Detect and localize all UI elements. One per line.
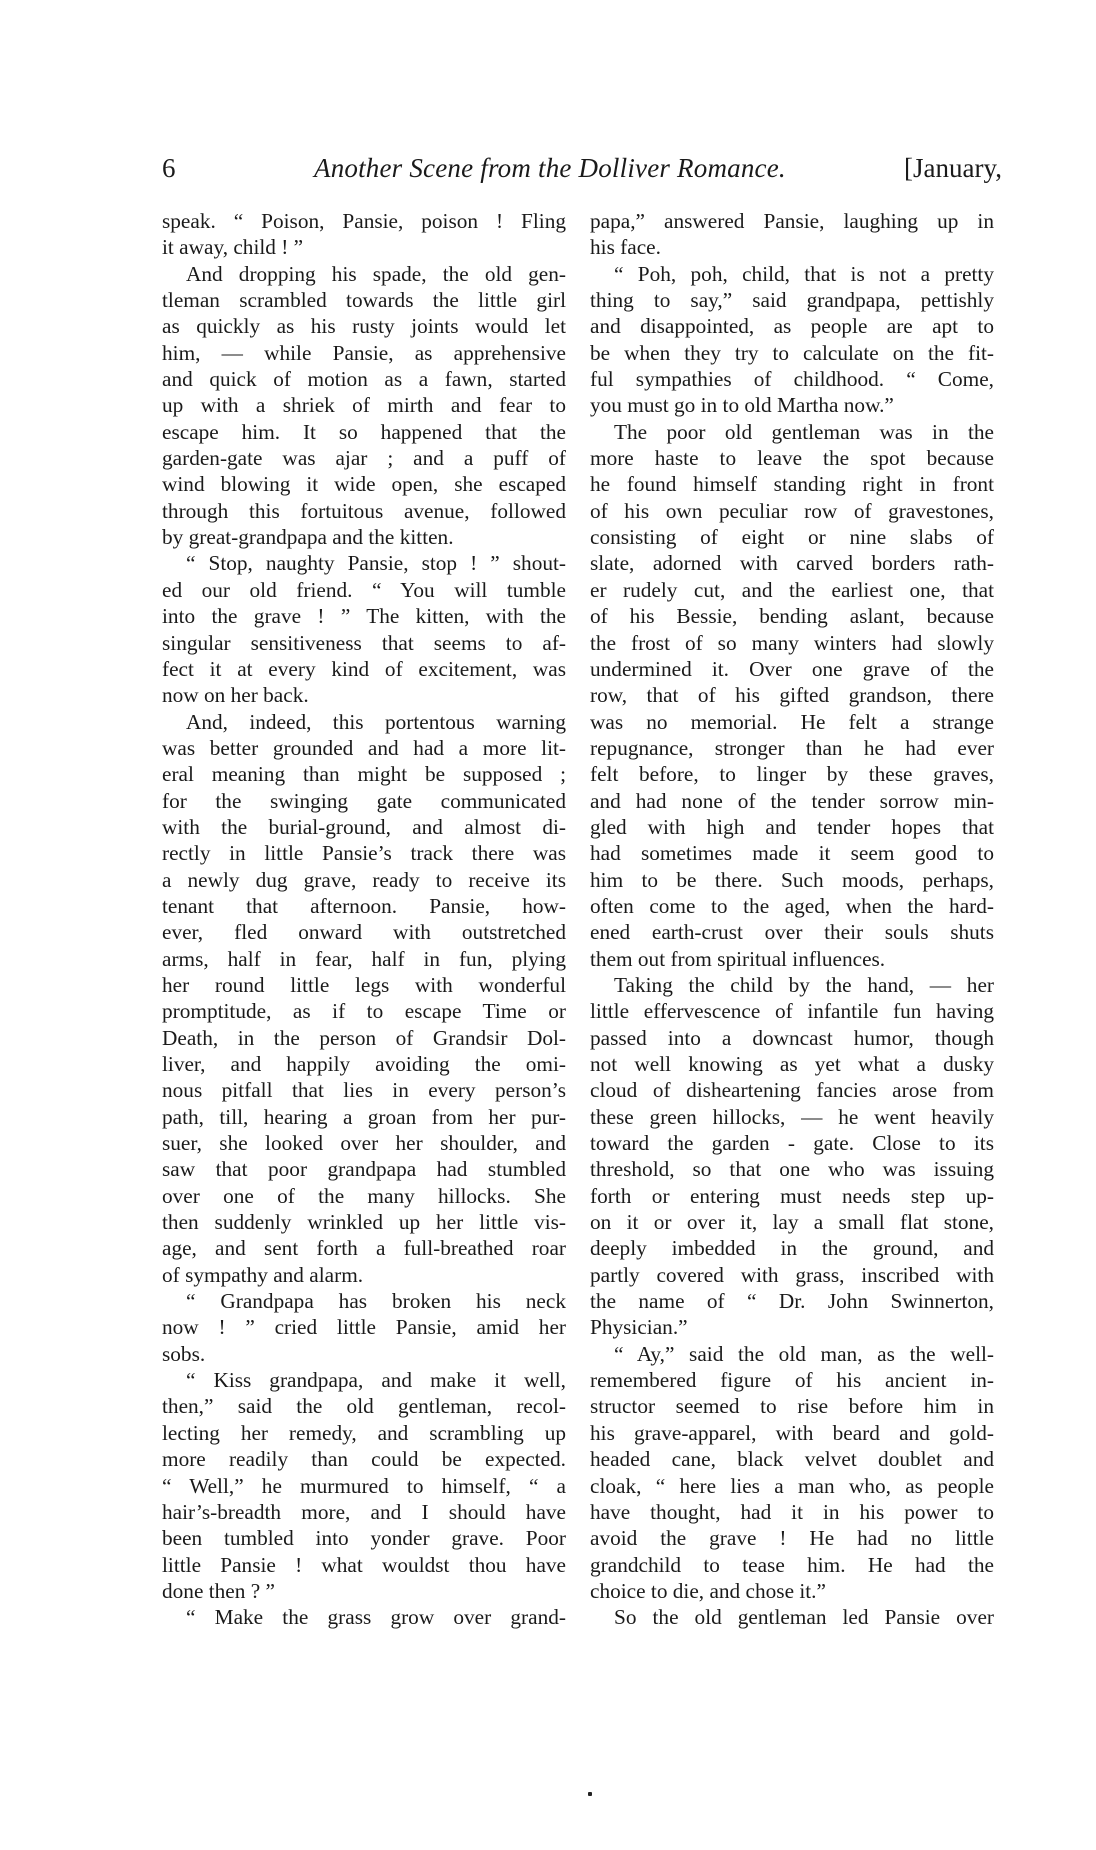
text-line: Taking the child by the hand, — her	[614, 972, 994, 997]
text-line: path, till, hearing a groan from her pur-	[162, 1104, 566, 1129]
text-line: rectly in little Pansie’s track there was	[162, 841, 566, 866]
text-line: ened earth-crust over their souls shuts	[590, 920, 994, 945]
text-line: his face.	[590, 235, 661, 260]
text-line: often come to the aged, when the hard-	[590, 893, 994, 918]
text-line: age, and sent forth a full-breathed roar	[162, 1236, 566, 1261]
text-line: forth or entering must needs step up-	[590, 1183, 994, 1208]
text-line: over one of the many hillocks. She	[162, 1183, 566, 1208]
text-line: row, that of his gifted grandson, there	[590, 683, 994, 708]
text-line: of sympathy and alarm.	[162, 1262, 364, 1287]
text-line: the name of “ Dr. John Swinnerton,	[590, 1289, 994, 1314]
text-line: saw that poor grandpapa had stumbled	[162, 1157, 566, 1182]
print-speck	[588, 1792, 592, 1796]
text-line: “ Well,” he murmured to himself, “ a	[162, 1473, 566, 1498]
text-line: as quickly as his rusty joints would let	[162, 314, 566, 339]
text-line: little effervescence of infantile fun having	[590, 999, 994, 1024]
text-line: “ Stop, naughty Pansie, stop ! ” shout-	[186, 551, 566, 576]
text-line: Physician.”	[590, 1315, 688, 1340]
text-line: The poor old gentleman was in the	[614, 419, 994, 444]
text-line: avoid the grave ! He had no little	[590, 1526, 994, 1551]
running-title: Another Scene from the Dolliver Romance.	[314, 153, 786, 183]
text-line: now ! ” cried little Pansie, amid her	[162, 1315, 566, 1340]
text-line: was better grounded and had a more lit-	[162, 735, 566, 760]
text-line: ful sympathies of childhood. “ Come,	[590, 367, 994, 392]
text-line: with the burial-ground, and almost di-	[162, 814, 566, 839]
text-line: tenant that afternoon. Pansie, how-	[162, 893, 566, 918]
text-line: nous pitfall that lies in every person’s	[162, 1078, 566, 1103]
text-line: these green hillocks, — he went heavily	[590, 1104, 994, 1129]
text-line: then,” said the old gentleman, recol-	[162, 1394, 566, 1419]
text-line: felt before, to linger by these graves,	[590, 762, 994, 787]
text-line: singular sensitiveness that seems to af-	[162, 630, 566, 655]
text-line: lecting her remedy, and scrambling up	[162, 1420, 566, 1445]
text-line: now on her back.	[162, 683, 309, 708]
text-line: hair’s-breadth more, and I should have	[162, 1499, 566, 1524]
text-line: have thought, had it in his power to	[590, 1499, 994, 1524]
text-line: and disappointed, as people are apt to	[590, 314, 994, 339]
text-line: ever, fled onward with outstretched	[162, 920, 566, 945]
text-line: And dropping his spade, the old gen-	[186, 261, 566, 286]
right-text-column	[590, 208, 994, 1631]
text-line: threshold, so that one who was issuing	[590, 1157, 994, 1182]
text-line: ed our old friend. “ You will tumble	[162, 577, 566, 602]
text-line: of his own peculiar row of gravestones,	[590, 498, 994, 523]
text-line: garden-gate was ajar ; and a puff of	[162, 446, 566, 471]
text-line: grandchild to tease him. He had the	[590, 1552, 994, 1577]
text-line: “ Poh, poh, child, that is not a pretty	[614, 261, 994, 286]
text-line: liver, and happily avoiding the omi-	[162, 1052, 566, 1076]
text-line: sobs.	[162, 1341, 206, 1366]
text-line: remembered figure of his ancient in-	[590, 1368, 994, 1393]
text-line: by great-grandpapa and the kitten.	[162, 525, 454, 550]
text-line: slate, adorned with carved borders rath-	[590, 551, 994, 576]
text-line: deeply imbedded in the ground, and	[590, 1236, 994, 1261]
text-line: wind blowing it wide open, she escaped	[162, 472, 566, 497]
text-line: it away, child ! ”	[162, 235, 304, 260]
text-line: him, — while Pansie, as apprehensive	[162, 340, 566, 365]
text-line: thing to say,” said grandpapa, pettishly	[590, 288, 994, 313]
text-line: headed cane, black velvet doublet and	[590, 1447, 994, 1472]
text-line: toward the garden - gate. Close to its	[590, 1131, 994, 1156]
text-line: escape him. It so happened that the	[162, 419, 566, 444]
text-line: had sometimes made it seem good to	[590, 841, 994, 866]
text-line: tleman scrambled towards the little girl	[162, 288, 566, 313]
text-line: for the swinging gate communicated	[162, 788, 566, 813]
text-line: suer, she looked over her shoulder, and	[162, 1131, 566, 1156]
text-line: “ Grandpapa has broken his neck	[186, 1289, 566, 1314]
text-line: through this fortuitous avenue, followed	[162, 498, 566, 523]
text-line: repugnance, stronger than he had ever	[590, 735, 994, 760]
issue-month: [January,	[904, 153, 1002, 183]
text-line: structor seemed to rise before him in	[590, 1394, 994, 1419]
text-line: papa,” answered Pansie, laughing up in	[590, 209, 994, 233]
text-line: on it or over it, lay a small flat stone,	[590, 1210, 994, 1235]
text-line: undermined it. Over one grave of the	[590, 656, 994, 681]
text-line: and quick of motion as a fawn, started	[162, 367, 566, 392]
text-line: fect it at every kind of excitement, was	[162, 656, 566, 681]
text-line: done then ? ”	[162, 1578, 275, 1603]
text-line: “ Make the grass grow over grand-	[186, 1605, 566, 1630]
text-line: choice to die, and chose it.”	[590, 1578, 826, 1603]
text-line: cloud of disheartening fancies arose from	[590, 1078, 994, 1103]
text-line: into the grave ! ” The kitten, with the	[162, 604, 566, 629]
running-head	[162, 148, 1002, 188]
text-line: Death, in the person of Grandsir Dol-	[162, 1025, 566, 1050]
text-line: the frost of so many winters had slowly	[590, 630, 994, 655]
text-line: a newly dug grave, ready to receive its	[162, 867, 566, 892]
text-line: was no memorial. He felt a strange	[590, 709, 994, 734]
text-line: And, indeed, this portentous warning	[186, 709, 566, 734]
text-line: speak. “ Poison, Pansie, poison ! Fling	[162, 209, 566, 233]
text-line: er rudely cut, and the earliest one, that	[590, 577, 994, 602]
text-line: be when they try to calculate on the fit-	[590, 340, 994, 365]
text-line: her round little legs with wonderful	[162, 972, 566, 997]
text-line: partly covered with grass, inscribed with	[590, 1262, 994, 1287]
text-line: arms, half in fear, half in fun, plying	[162, 946, 566, 971]
text-line: then suddenly wrinkled up her little vis-	[162, 1210, 566, 1235]
text-line: not well knowing as yet what a dusky	[590, 1052, 994, 1076]
text-line: eral meaning than might be supposed ;	[162, 762, 566, 787]
text-line: his grave-apparel, with beard and gold-	[590, 1420, 994, 1445]
text-line: promptitude, as if to escape Time or	[162, 999, 566, 1024]
text-line: more haste to leave the spot because	[590, 446, 994, 471]
left-text-column	[162, 208, 566, 1631]
text-line: up with a shriek of mirth and fear to	[162, 393, 566, 418]
text-line: of his Bessie, bending aslant, because	[590, 604, 994, 629]
text-line: So the old gentleman led Pansie over	[614, 1605, 994, 1630]
text-line: you must go in to old Martha now.”	[590, 393, 894, 418]
text-line: cloak, “ here lies a man who, as people	[590, 1473, 994, 1498]
text-line: consisting of eight or nine slabs of	[590, 525, 994, 550]
text-line: gled with high and tender hopes that	[590, 814, 994, 839]
text-line: more readily than could be expected.	[162, 1447, 566, 1472]
text-line: been tumbled into yonder grave. Poor	[162, 1526, 566, 1551]
text-line: them out from spiritual influences.	[590, 946, 886, 971]
text-line: “ Ay,” said the old man, as the well-	[614, 1341, 994, 1366]
text-line: and had none of the tender sorrow min-	[590, 788, 994, 813]
text-line: little Pansie ! what wouldst thou have	[162, 1552, 566, 1577]
page-number: 6	[162, 153, 176, 183]
text-line: he found himself standing right in front	[590, 472, 994, 497]
text-line: him to be there. Such moods, perhaps,	[590, 867, 994, 892]
text-line: “ Kiss grandpapa, and make it well,	[186, 1368, 566, 1393]
text-line: passed into a downcast humor, though	[590, 1025, 994, 1050]
